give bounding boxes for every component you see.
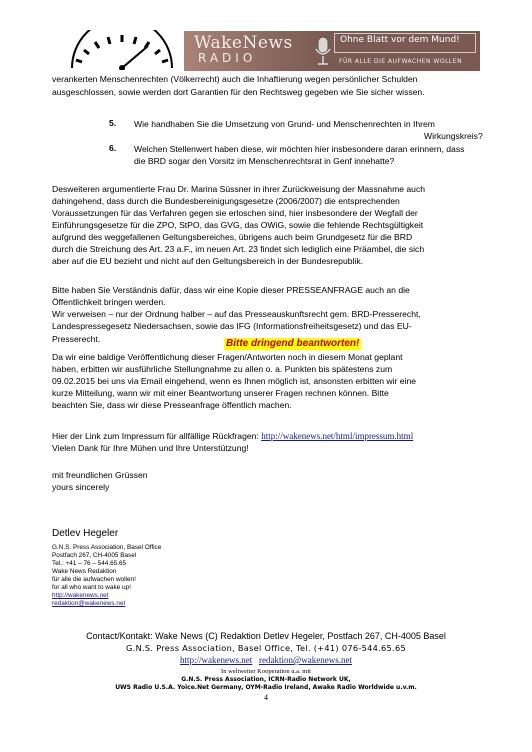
signature-name: Detlev Hegeler (52, 528, 119, 539)
closing-line: yours sincerely (52, 482, 110, 492)
footer-web-link[interactable]: http://wakenews.net (180, 655, 253, 665)
paragraph-line: aber auf die EU bezieht und nicht auf den Geltungsbereich in der Bundesrepublik. (52, 256, 364, 266)
paragraph-line: 09.02.2015 bei uns via Email eingehend, wenn es Ihnen möglich ist, ansonsten erbitten wir eine (52, 376, 417, 386)
thanks-line: Vielen Dank für Ihre Mühen und Ihre Unterstützung! (52, 443, 249, 453)
footer-contact: Contact/Kontakt: Wake News (C) Redaktion Detlev Hegeler, Postfach 267, CH-4005 Basel (86, 631, 446, 641)
impressum-link[interactable]: http://wakenews.net/html/impressum.html (261, 431, 414, 441)
question-text: Wirkungskreis? (424, 131, 483, 141)
signature-web-link[interactable]: http://wakenews.net (52, 592, 109, 599)
paragraph-line: haben, erbitten wir ausführliche Stellungnahme zu allen o. a. Punkten bis spätestens zum (52, 364, 393, 374)
footer-mail-link[interactable]: redaktion@wakenews.net (258, 655, 352, 665)
question-text: Welchen Stellenwert haben diese, wir möchten hier insbesondere daran erinnern, dass (134, 144, 465, 154)
paragraph-line: Öffentlichkeit bringen werden. (52, 297, 166, 307)
signature-line: Wake News Redaktion (52, 568, 117, 575)
impressum-prefix: Hier der Link zum Impressum für allfällige Rückfragen: (52, 431, 262, 441)
microphone-icon (312, 35, 334, 67)
footer-partners: G.N.S. Press Association, ICRN-Radio Network UK, (181, 676, 351, 683)
footer-contact: G.N.S. Press Association, Basel Office, Tel. (+41) 076-544.65.65 (126, 643, 406, 653)
wakenews-radio-banner (184, 31, 480, 71)
brand-title: WakeNews (194, 33, 293, 53)
paragraph-line: Desweiteren argumentierte Frau Dr. Marina Süssner in ihrer Zurückweisung der Massnahme auch (52, 184, 426, 194)
question-text: Wie handhaben Sie die Umsetzung von Grund- und Menschenrechten in Ihrem (134, 119, 435, 129)
signature-address: Postfach 267, CH-4005 Basel (52, 552, 137, 559)
slogan: Ohne Blatt vor dem Mund! (340, 35, 460, 45)
question-number: 6. (109, 143, 117, 153)
pressure-gauge-icon (62, 30, 182, 70)
paragraph-line: Wir verweisen – nur der Ordnung halber – auf das Presseauskunftsrecht gem. BRD-Presserecht, (52, 309, 421, 319)
brand-subtitle: RADIO (198, 51, 257, 65)
subslogan: FÜR ALLE DIE AUFWACHEN WOLLEN (339, 58, 463, 65)
paragraph-line: kurze Mitteilung, wann wir mit einer Beantwortung unserer Fragen rechnen können. Bitte (52, 388, 389, 398)
footer-coop: In weltweiter Kooperation u.a. mit (221, 668, 311, 675)
paragraph-line: beachten Sie, dass wir diese Presseanfrage öffentlich machen. (52, 400, 292, 410)
urgent-highlight: Bitte dringend beantworten! (226, 338, 360, 349)
paragraph-line: Einführungsgesetze für die ZPO, StPO, das GVG, das OWiG, sowie die fehlende Rechtsgültigkeit (52, 220, 424, 230)
paragraph-line: Da wir eine baldige Veröffentlichung dieser Fragen/Antworten noch in diesem Monat geplant (52, 352, 403, 362)
signature-phone: Tel.: +41 – 76 – 544.65.65 (52, 560, 127, 567)
paragraph-line: Voraussetzungen für das Verfahren gegen sie erloschen sind, hier insbesondere der Wegfall der (52, 208, 418, 218)
impressum-line (52, 430, 413, 442)
intro-line: verankerten Menschenrechten (Völkerrecht) auch die Inhaftierung wegen persönlicher Schulden (52, 74, 418, 84)
signature-line: für alle die aufwachen wollen! (52, 576, 136, 583)
paragraph-line: Presserecht. (52, 334, 101, 344)
paragraph-line: aufgrund des weggefallenen Geltungsbereiches, übrigens auch beim Grundgesetz für die BRD (52, 232, 413, 242)
signature-org: G.N.S. Press Association, Basel Office (52, 544, 162, 551)
paragraph-line: Bitte haben Sie Verständnis dafür, dass wir eine Kopie dieser PRESSEANFRAGE auch an die (52, 285, 410, 295)
closing-line: mit freundlichen Grüssen (52, 470, 148, 480)
paragraph-line: durch die Streichung des Art. 23 a.F., im neuen Art. 23 findet sich lediglich eine Präambel, die sich (52, 244, 425, 254)
paragraph-line: Landespressegesetz Niedersachsen, sowie das IFG (Informationsfreiheitsgesetz) und das EU- (52, 321, 412, 331)
footer-partners: UWS Radio U.S.A. Yoice.Net Germany, OYM-Radio Ireland, Awake Radio Worldwide u.v.m. (115, 684, 417, 691)
question-text: die BRD sogar den Vorsitz im Menschenrechtsrat in Genf innehatte? (134, 156, 395, 166)
question-number: 5. (109, 118, 117, 128)
paragraph-line: dahingehend, dass durch die Bundesbereinigungsgesetze (2006/2007) die entsprechenden (52, 196, 400, 206)
intro-line: ausgeschlossen, sowie werden dort Garantien für den Rechtsweg gegeben wie Sie sicher wissen. (52, 87, 425, 97)
footer-links (0, 655, 532, 665)
signature-line: for all who want to wake up! (52, 584, 131, 591)
page-number: 4 (264, 693, 268, 702)
signature-mail-link[interactable]: redaktion@wakenews.net (52, 600, 126, 607)
